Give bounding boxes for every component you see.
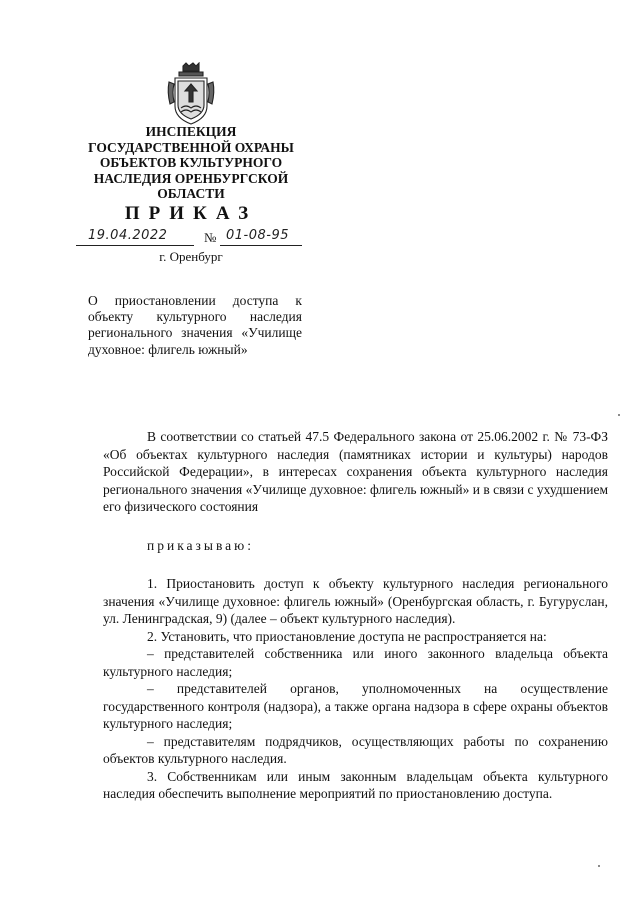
order-item: – представителей органов, уполномоченных на осуществление государственного контроля (надзора), а также органа надзора в сфере охраны объектов культурного наследия; [103,681,608,731]
order-item: 3. Собственникам или иным законным владельцам объекта культурного наследия обеспечить выполнение мероприятий по приостановлению доступа. [103,768,608,801]
order-word: приказываю: [147,537,254,553]
document-body [103,428,608,803]
order-item: 1. Приостановить доступ к объекту культурного наследия регионального значения «Училище духовное: флигель южный» (Оренбургская область, г. Бугуруслан, ул. Ленинградская, 9) (далее – объект культурного наследия). [103,576,608,626]
org-line: ОБЛАСТИ [157,186,225,201]
order-number: 01-08-95 [226,228,290,243]
order-item: 2. Установить, что приостановление доступа не распространяется на: [147,628,547,644]
number-sign: № [204,230,217,245]
org-line: НАСЛЕДИЯ ОРЕНБУРГСКОЙ [93,170,289,186]
city: г. Оренбург [159,249,223,264]
org-line: ИНСПЕКЦИЯ [145,124,237,139]
order-date: 19.04.2022 [88,228,168,243]
scan-speck [618,414,620,416]
order-date-number-line [70,229,310,249]
scan-speck [598,865,600,867]
document-type-title: ПРИКАЗ [124,203,258,224]
organization-name [72,124,310,202]
order-subject: О приостановлении доступа к объекту культурного наследия регионального значения «Училище духовное: флигель южный» [88,293,302,357]
coat-of-arms-emblem [166,62,216,126]
org-line: ОБЪЕКТОВ КУЛЬТУРНОГО [99,155,283,170]
order-item: – представителям подрядчиков, осуществляющих работы по сохранению объектов культурного наследия. [103,733,608,766]
preamble-paragraph: В соответствии со статьей 47.5 Федерального закона от 25.06.2002 г. № 73-ФЗ «Об объектах культурного наследия (памятниках истории и культуры) народов Российской Федерации», в интересах сохранения объекта культурного наследия регионального значения «Училище духовное: флигель южный» и в связи с ухудшением его физического состояния [103,429,608,514]
org-line: ГОСУДАРСТВЕННОЙ ОХРАНЫ [88,139,294,155]
order-item: – представителей собственника или иного законного владельца объекта культурного наследия; [103,646,608,679]
